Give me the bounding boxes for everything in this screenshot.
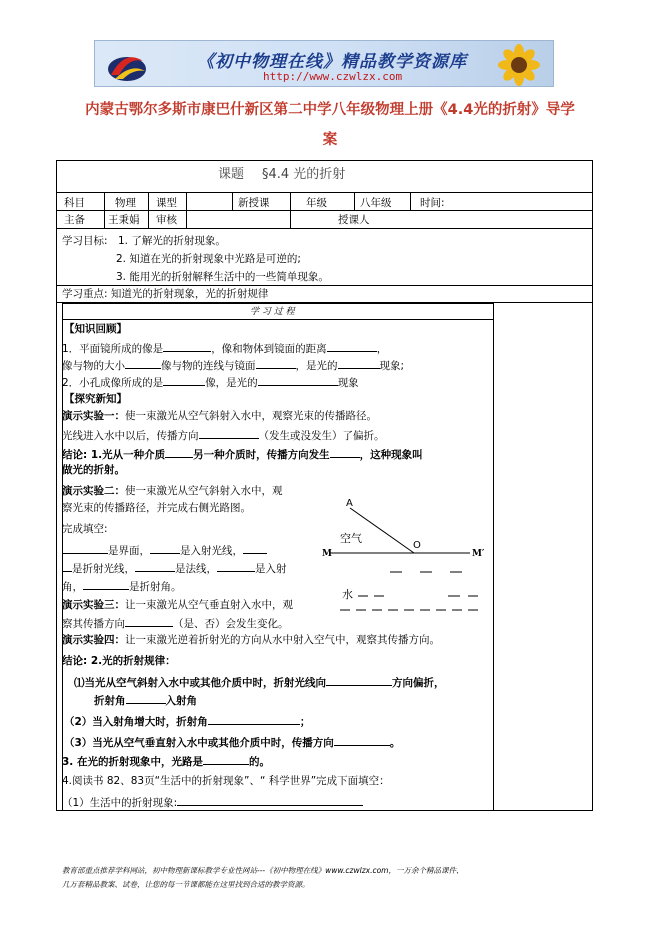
- table-divider: [56, 192, 593, 193]
- fill-heading: 完成填空:: [62, 523, 108, 535]
- author-label: 主备: [64, 214, 85, 226]
- subject-label: 科目: [64, 197, 85, 209]
- table-divider: [186, 192, 187, 228]
- lesson-type-label: 课型: [156, 197, 177, 209]
- goal-item: 2. 知道在光的折射现象中光路是可逆的;: [116, 253, 301, 265]
- fill-line2: 是折射光线， 是法线， 是入射: [62, 560, 287, 576]
- table-divider: [410, 192, 411, 210]
- experiment-2-line1: 演示实验二：使一束激光从空气斜射入水中，观: [62, 485, 283, 497]
- review-heading: 【知识回顾】: [64, 323, 127, 335]
- rule-2: （2）当入射角增大时，折射角 ；: [64, 713, 310, 729]
- goal-item: 1. 了解光的折射现象。: [118, 235, 226, 247]
- explore-heading: 【探究新知】: [64, 393, 127, 405]
- document-title-line1: 内蒙古鄂尔多斯市康巴什新区第二中学八年级物理上册《4.4光的折射》导学: [85, 102, 575, 118]
- review-label: 审核: [156, 214, 177, 226]
- conclusion-1-end: 做光的折射。: [62, 464, 125, 476]
- diagram-label-o: O: [413, 540, 421, 551]
- item-4-1: （1）生活中的折射现象:: [62, 794, 363, 810]
- diagram-label-a: A: [346, 498, 353, 509]
- sunflower-icon: [489, 43, 549, 87]
- experiment-3-line1: 演示实验三：让一束激光从空气垂直射入水中，观: [62, 599, 293, 611]
- experiment-1-question: 光线进入水中以后，传播方向 （发生或没发生）了偏折。: [62, 427, 385, 443]
- diagram-label-air: 空气: [340, 532, 362, 545]
- footer-line2: 几万套精品教案、试卷，让您的每一节课都能在这里找到合适的教学资源。: [62, 880, 310, 889]
- footer-line1: 教育部重点推荐学科网站，初中物理新课标教学专业性网站---《初中物理在线》www.czwlzx.com，一万余个精品课件、: [62, 866, 464, 875]
- table-divider: [148, 192, 149, 228]
- focus-text: 学习重点: 知道光的折射现象，光的折射规律: [62, 288, 269, 300]
- experiment-4: 演示实验四：让一束激光逆着折射光的方向从水中射入空气中，观察其传播方向。: [62, 634, 440, 646]
- table-divider: [354, 192, 355, 210]
- banner-url[interactable]: http://www.czwlzx.com: [263, 70, 403, 83]
- diagram-label-m-prime: M′: [472, 549, 485, 559]
- table-divider: [62, 319, 494, 320]
- table-divider: [290, 192, 291, 228]
- banner-title: 《初中物理在线》精品教学资源库: [197, 52, 467, 72]
- site-logo-icon: [105, 45, 149, 83]
- topic-label: 课题: [218, 167, 245, 182]
- experiment-1: 演示实验一：使一束激光从空气斜射入水中，观察光束的传播路径。: [62, 410, 377, 422]
- item-4: 4.阅读书 82、83页“生活中的折射现象”、“ 科学世界”完成下面填空：: [62, 775, 390, 787]
- incident-ray: [350, 508, 414, 553]
- rule-1: ⑴当光从空气斜射入水中或其他介质中时，折射光线向 方向偏折，: [74, 674, 445, 690]
- lesson-type-value: 新授课: [238, 197, 270, 209]
- subject-value: 物理: [115, 197, 136, 209]
- table-divider: [56, 285, 593, 286]
- table-divider: [56, 228, 593, 229]
- review-q1-line2: 像与物的大小 像与物的连线与镜面 ，是光的 现象;: [62, 357, 404, 373]
- goal-item: 3. 能用光的折射解释生活中的一些简单现象。: [116, 271, 329, 283]
- document-title-line2: 案: [322, 132, 338, 148]
- table-divider: [104, 192, 105, 228]
- review-q1-line1: 1．平面镜所成的像是 ，像和物体到镜面的距离 ，: [62, 340, 387, 356]
- conclusion-1: 结论: 1.光从一种介质 另一种介质时，传播方向发生 ，这种现象叫: [62, 446, 423, 462]
- document-title: [40, 95, 620, 155]
- experiment-3-line2: 察其传播方向 （是、否）会发生变化。: [62, 615, 289, 631]
- item-3: 3. 在光的折射现象中，光路是 的。: [62, 753, 270, 769]
- refraction-diagram: [320, 490, 490, 620]
- rule-3: （3）当光从空气垂直射入水中或其他介质中时，传播方向 。: [64, 734, 400, 750]
- process-header: 学 习 过 程: [250, 307, 295, 317]
- fill-line1: 是界面， 是入射光线，: [62, 542, 267, 558]
- fill-line3: 角， 是折射角。: [62, 578, 182, 594]
- experiment-2-line2: 察光束的传播路径，并完成右侧光路图。: [62, 502, 251, 514]
- teacher-label: 授课人: [338, 214, 370, 226]
- table-divider: [232, 192, 233, 210]
- author-value: 王秉娟: [108, 214, 140, 226]
- rule-1-cont: 折射角 入射角: [94, 692, 197, 708]
- header-banner: [94, 40, 554, 87]
- grade-value: 八年级: [360, 197, 392, 209]
- goals-label: 学习目标:: [62, 235, 108, 247]
- table-divider: [56, 210, 593, 211]
- topic-value: §4.4 光的折射: [262, 167, 346, 182]
- conclusion-2-heading: 结论: 2.光的折射规律：: [62, 655, 176, 667]
- diagram-label-water: 水: [342, 588, 353, 601]
- diagram-label-m: M: [322, 549, 332, 559]
- grade-label: 年级: [306, 197, 327, 209]
- review-q2: 2．小孔成像所成的是 像，是光的 现象: [62, 374, 359, 390]
- time-label: 时间:: [420, 197, 445, 209]
